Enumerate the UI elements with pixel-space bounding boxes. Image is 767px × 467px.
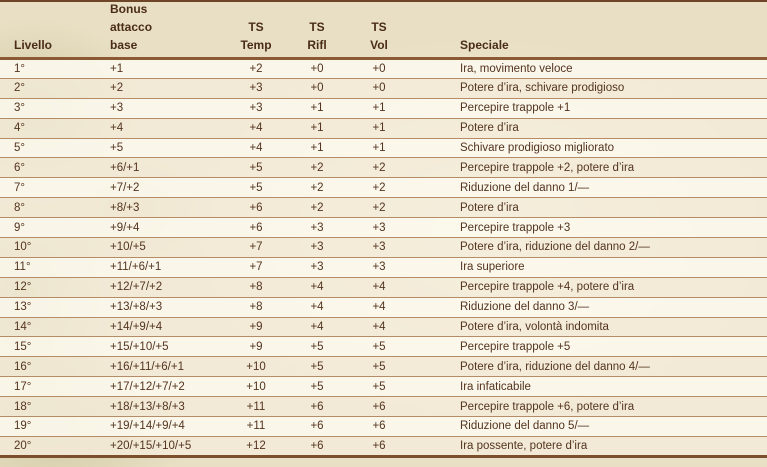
- cell-temp: +8: [225, 297, 287, 317]
- cell-level: 5°: [0, 138, 96, 158]
- cell-rifl: +3: [287, 257, 347, 277]
- cell-temp: +6: [225, 218, 287, 238]
- cell-bab: +12/+7/+2: [96, 277, 225, 297]
- cell-bab: +6/+1: [96, 158, 225, 178]
- cell-vol: +4: [347, 297, 411, 317]
- cell-bab: +17/+12/+7/+2: [96, 377, 225, 397]
- column-header-base-attack: [96, 0, 225, 59]
- cell-temp: +5: [225, 178, 287, 198]
- cell-rifl: +5: [287, 337, 347, 357]
- cell-bab: +19/+14/+9/+4: [96, 417, 225, 437]
- cell-rifl: +4: [287, 317, 347, 337]
- table-row: [0, 98, 767, 118]
- cell-temp: +11: [225, 417, 287, 437]
- cell-bab: +2: [96, 78, 225, 98]
- cell-vol: +1: [347, 98, 411, 118]
- cell-bab: +15/+10/+5: [96, 337, 225, 357]
- column-header-special: [411, 0, 767, 59]
- cell-special: Potere d’ira, schivare prodigioso: [411, 78, 767, 98]
- cell-level: 8°: [0, 198, 96, 218]
- cell-vol: +5: [347, 337, 411, 357]
- cell-vol: +3: [347, 257, 411, 277]
- cell-vol: +1: [347, 138, 411, 158]
- table-header: [0, 0, 767, 59]
- table-row: [0, 257, 767, 277]
- cell-bab: +14/+9/+4: [96, 317, 225, 337]
- cell-vol: +5: [347, 377, 411, 397]
- cell-vol: +2: [347, 158, 411, 178]
- cell-vol: +0: [347, 59, 411, 79]
- cell-level: 17°: [0, 377, 96, 397]
- cell-level: 11°: [0, 257, 96, 277]
- cell-temp: +8: [225, 277, 287, 297]
- cell-vol: +6: [347, 397, 411, 417]
- cell-special: Schivare prodigioso migliorato: [411, 138, 767, 158]
- cell-level: 16°: [0, 357, 96, 377]
- cell-rifl: +2: [287, 158, 347, 178]
- cell-vol: +2: [347, 198, 411, 218]
- cell-vol: +6: [347, 417, 411, 437]
- cell-bab: +7/+2: [96, 178, 225, 198]
- cell-level: 15°: [0, 337, 96, 357]
- cell-special: Percepire trappole +1: [411, 98, 767, 118]
- table-row: [0, 178, 767, 198]
- table-row: [0, 78, 767, 98]
- table-row: [0, 158, 767, 178]
- table-row: [0, 397, 767, 417]
- cell-temp: +3: [225, 78, 287, 98]
- cell-special: Ira, movimento veloce: [411, 59, 767, 79]
- cell-level: 3°: [0, 98, 96, 118]
- cell-temp: +12: [225, 436, 287, 456]
- cell-temp: +10: [225, 377, 287, 397]
- cell-special: Ira superiore: [411, 257, 767, 277]
- table-row: [0, 417, 767, 437]
- cell-bab: +16/+11/+6/+1: [96, 357, 225, 377]
- cell-rifl: +2: [287, 198, 347, 218]
- cell-temp: +2: [225, 59, 287, 79]
- cell-rifl: +4: [287, 277, 347, 297]
- cell-special: Potere d’ira, riduzione del danno 4/—: [411, 357, 767, 377]
- cell-rifl: +3: [287, 218, 347, 238]
- cell-bab: +5: [96, 138, 225, 158]
- cell-temp: +4: [225, 138, 287, 158]
- column-header-fortitude-save: [225, 0, 287, 59]
- cell-vol: +6: [347, 436, 411, 456]
- cell-rifl: +5: [287, 377, 347, 397]
- cell-vol: +1: [347, 118, 411, 138]
- header-vol-label: Vol: [370, 38, 388, 52]
- cell-vol: +3: [347, 218, 411, 238]
- cell-temp: +6: [225, 198, 287, 218]
- cell-rifl: +3: [287, 238, 347, 258]
- column-header-reflex-save: [287, 0, 347, 59]
- cell-special: Percepire trappole +6, potere d’ira: [411, 397, 767, 417]
- cell-special: Percepire trappole +2, potere d’ira: [411, 158, 767, 178]
- table-row: [0, 377, 767, 397]
- cell-level: 12°: [0, 277, 96, 297]
- cell-special: Potere d’ira, volontà indomita: [411, 317, 767, 337]
- cell-bab: +3: [96, 98, 225, 118]
- header-bab-line2: attacco: [110, 20, 153, 34]
- cell-level: 1°: [0, 59, 96, 79]
- cell-level: 9°: [0, 218, 96, 238]
- header-ts-label: TS: [309, 20, 325, 34]
- cell-level: 18°: [0, 397, 96, 417]
- column-header-level: [0, 0, 96, 59]
- cell-level: 4°: [0, 118, 96, 138]
- cell-rifl: +4: [287, 297, 347, 317]
- cell-level: 20°: [0, 436, 96, 456]
- header-bab-line1: Bonus: [110, 2, 148, 16]
- table-row: [0, 297, 767, 317]
- cell-bab: +20/+15/+10/+5: [96, 436, 225, 456]
- cell-bab: +9/+4: [96, 218, 225, 238]
- cell-rifl: +5: [287, 357, 347, 377]
- cell-vol: +0: [347, 78, 411, 98]
- cell-bab: +11/+6/+1: [96, 257, 225, 277]
- header-special-label: Speciale: [460, 38, 509, 52]
- header-level-label: Livello: [14, 38, 53, 52]
- table-row: [0, 218, 767, 238]
- cell-rifl: +2: [287, 178, 347, 198]
- cell-temp: +7: [225, 238, 287, 258]
- table-row: [0, 277, 767, 297]
- table-row: [0, 436, 767, 456]
- cell-rifl: +1: [287, 138, 347, 158]
- cell-bab: +18/+13/+8/+3: [96, 397, 225, 417]
- cell-rifl: +1: [287, 98, 347, 118]
- cell-bab: +13/+8/+3: [96, 297, 225, 317]
- cell-level: 19°: [0, 417, 96, 437]
- cell-vol: +4: [347, 317, 411, 337]
- table-row: [0, 138, 767, 158]
- cell-bab: +8/+3: [96, 198, 225, 218]
- cell-level: 10°: [0, 238, 96, 258]
- cell-level: 13°: [0, 297, 96, 317]
- cell-vol: +4: [347, 277, 411, 297]
- cell-temp: +3: [225, 98, 287, 118]
- cell-special: Riduzione del danno 1/—: [411, 178, 767, 198]
- header-row: [0, 0, 767, 59]
- table-body: [0, 59, 767, 457]
- table-row: [0, 317, 767, 337]
- cell-temp: +10: [225, 357, 287, 377]
- cell-vol: +3: [347, 238, 411, 258]
- cell-special: Potere d’ira, riduzione del danno 2/—: [411, 238, 767, 258]
- cell-special: Ira infaticabile: [411, 377, 767, 397]
- table-row: [0, 118, 767, 138]
- cell-special: Potere d’ira: [411, 118, 767, 138]
- cell-rifl: +6: [287, 397, 347, 417]
- cell-rifl: +0: [287, 78, 347, 98]
- cell-special: Percepire trappole +4, potere d’ira: [411, 277, 767, 297]
- cell-bab: +1: [96, 59, 225, 79]
- header-ts-label: TS: [371, 20, 387, 34]
- header-bab-line3: base: [110, 38, 138, 52]
- table-row: [0, 59, 767, 79]
- cell-temp: +9: [225, 337, 287, 357]
- cell-bab: +10/+5: [96, 238, 225, 258]
- cell-special: Percepire trappole +5: [411, 337, 767, 357]
- cell-special: Potere d’ira: [411, 198, 767, 218]
- cell-vol: +5: [347, 357, 411, 377]
- column-header-will-save: [347, 0, 411, 59]
- cell-level: 7°: [0, 178, 96, 198]
- header-rifl-label: Rifl: [307, 38, 327, 52]
- cell-rifl: +6: [287, 417, 347, 437]
- cell-temp: +11: [225, 397, 287, 417]
- cell-level: 2°: [0, 78, 96, 98]
- table-row: [0, 238, 767, 258]
- cell-special: Riduzione del danno 5/—: [411, 417, 767, 437]
- table-row: [0, 198, 767, 218]
- cell-rifl: +1: [287, 118, 347, 138]
- cell-level: 14°: [0, 317, 96, 337]
- cell-temp: +4: [225, 118, 287, 138]
- cell-temp: +9: [225, 317, 287, 337]
- cell-special: Ira possente, potere d’ira: [411, 436, 767, 456]
- cell-special: Percepire trappole +3: [411, 218, 767, 238]
- table-row: [0, 357, 767, 377]
- table-row: [0, 337, 767, 357]
- header-ts-label: TS: [248, 20, 264, 34]
- header-temp-label: Temp: [240, 38, 272, 52]
- cell-vol: +2: [347, 178, 411, 198]
- cell-temp: +5: [225, 158, 287, 178]
- cell-bab: +4: [96, 118, 225, 138]
- cell-special: Riduzione del danno 3/—: [411, 297, 767, 317]
- cell-rifl: +0: [287, 59, 347, 79]
- cell-rifl: +6: [287, 436, 347, 456]
- cell-temp: +7: [225, 257, 287, 277]
- cell-level: 6°: [0, 158, 96, 178]
